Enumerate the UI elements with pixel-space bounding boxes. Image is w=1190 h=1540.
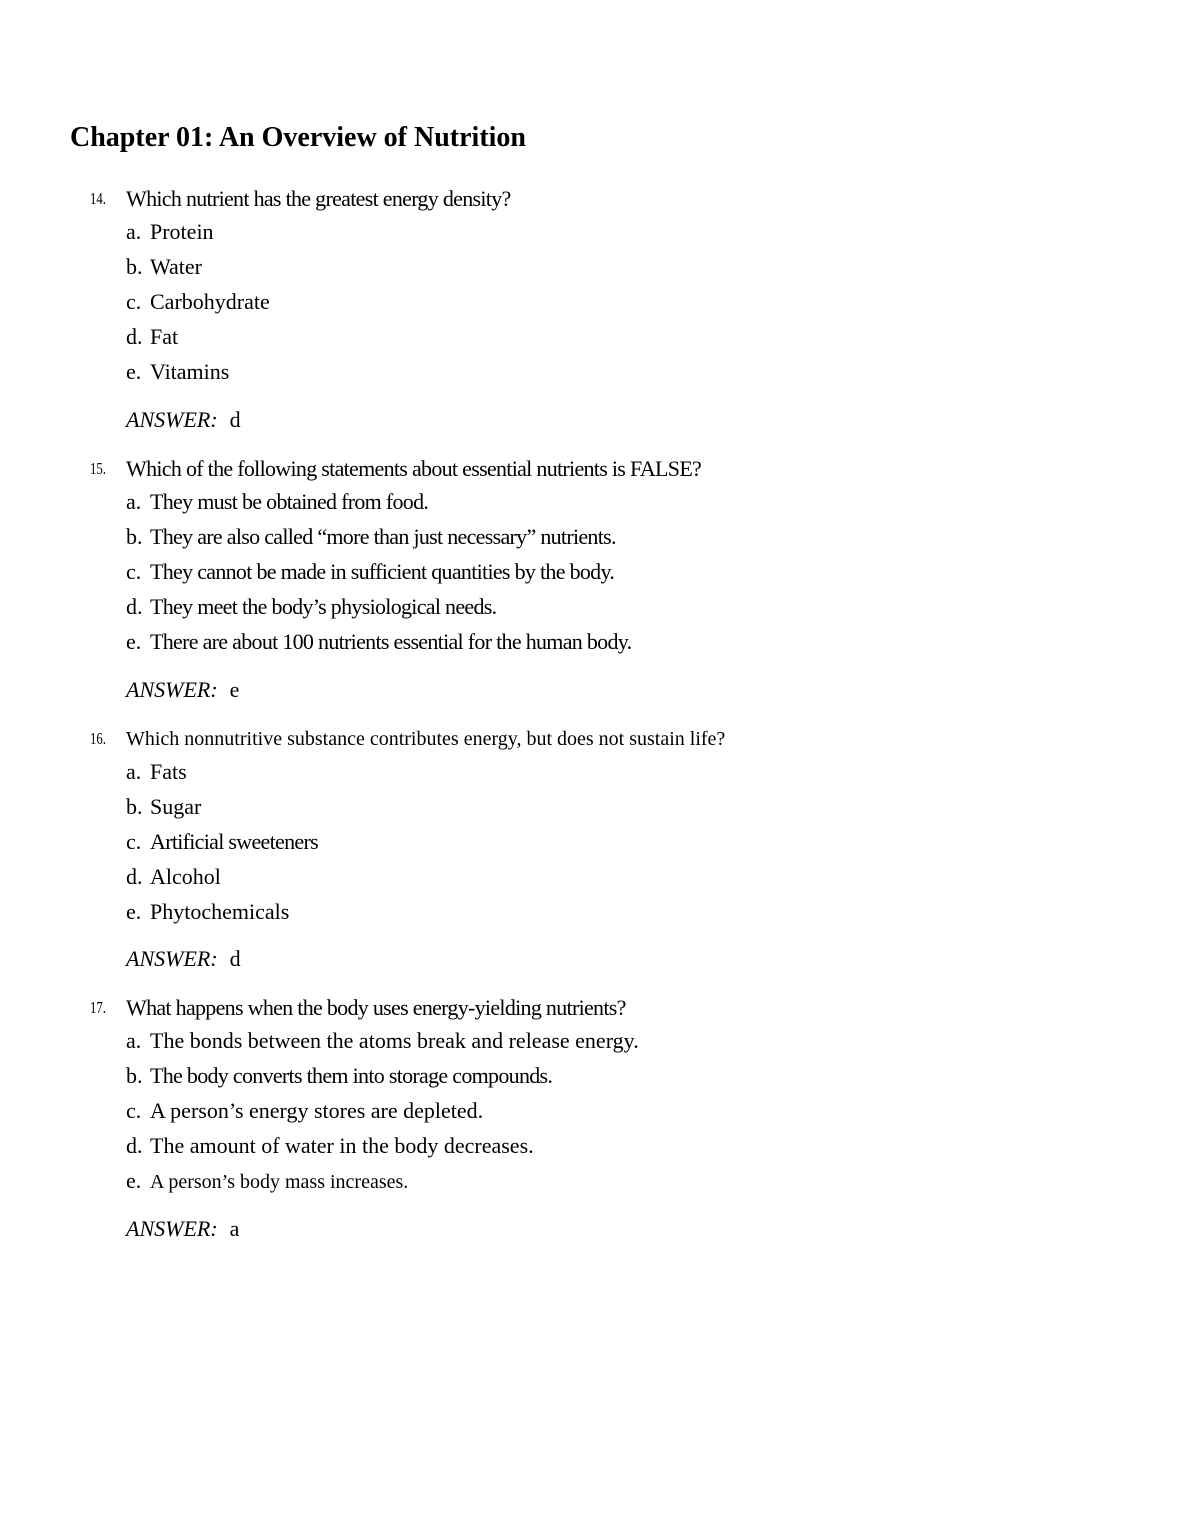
option-letter: b. (126, 254, 143, 279)
option-text: Carbohydrate (150, 289, 270, 314)
option-letter: e. (126, 1168, 142, 1193)
option-text: Water (150, 254, 202, 279)
option-letter: d. (126, 594, 143, 619)
option-list (126, 759, 318, 934)
option-item (126, 219, 270, 254)
answer-value: d (229, 407, 241, 432)
option-letter: b. (126, 794, 143, 819)
option-item (126, 359, 270, 394)
answer-line (126, 946, 241, 972)
option-text: Phytochemicals (150, 899, 290, 924)
answer-line (126, 407, 241, 433)
question-text: Which of the following statements about essential nutrients is FALSE? (126, 456, 702, 481)
option-letter: a. (126, 759, 142, 784)
question-text: What happens when the body uses energy-yielding nutrients? (126, 995, 626, 1020)
option-letter: d. (126, 324, 143, 349)
option-item (126, 1168, 639, 1203)
option-text: They meet the body’s physiological needs. (150, 594, 497, 619)
option-item (126, 899, 318, 934)
option-text: They cannot be made in sufficient quantities by the body. (150, 559, 615, 584)
option-letter: d. (126, 864, 143, 889)
option-item (126, 289, 270, 324)
option-letter: a. (126, 1028, 142, 1053)
option-item (126, 254, 270, 289)
option-item (126, 489, 631, 524)
option-text: Fats (150, 759, 187, 784)
option-text: They must be obtained from food. (150, 489, 429, 514)
option-item (126, 864, 318, 899)
answer-value: d (229, 946, 241, 971)
option-text: Fat (150, 324, 179, 349)
option-text: A person’s body mass increases. (150, 1171, 409, 1193)
question-number: 17. (90, 998, 106, 1017)
option-list (126, 1028, 639, 1203)
question-text: Which nutrient has the greatest energy density? (126, 186, 511, 211)
answer-label: ANSWER: (126, 407, 218, 432)
option-letter: d. (126, 1133, 143, 1158)
answer-line (126, 677, 239, 703)
option-list (126, 489, 631, 664)
option-item (126, 759, 318, 794)
option-item (126, 1133, 639, 1168)
question-number: 16. (90, 729, 106, 748)
option-text: There are about 100 nutrients essential for the human body. (150, 629, 632, 654)
question-number: 15. (90, 459, 106, 478)
answer-label: ANSWER: (126, 946, 218, 971)
option-letter: c. (126, 829, 142, 854)
option-text: The bonds between the atoms break and release energy. (150, 1028, 639, 1053)
option-letter: b. (126, 524, 143, 549)
option-item (126, 594, 631, 629)
option-item (126, 324, 270, 359)
option-text: Vitamins (150, 359, 230, 384)
option-letter: c. (126, 1098, 142, 1123)
option-letter: a. (126, 219, 142, 244)
option-letter: c. (126, 289, 142, 314)
option-item (126, 559, 631, 594)
option-letter: e. (126, 899, 142, 924)
option-text: Alcohol (150, 864, 221, 889)
option-item (126, 1063, 639, 1098)
option-letter: b. (126, 1063, 143, 1088)
answer-value: e (229, 677, 240, 702)
option-text: A person’s energy stores are depleted. (150, 1098, 484, 1123)
chapter-title: Chapter 01: An Overview of Nutrition (70, 122, 526, 153)
option-text: Sugar (150, 794, 202, 819)
option-text: Artificial sweeteners (150, 829, 318, 854)
answer-label: ANSWER: (126, 677, 218, 702)
option-letter: c. (126, 559, 142, 584)
option-letter: a. (126, 489, 142, 514)
option-list (126, 219, 270, 394)
answer-label: ANSWER: (126, 1216, 218, 1241)
question-text: Which nonnutritive substance contributes energy, but does not sustain life? (126, 728, 726, 750)
option-text: Protein (150, 219, 214, 244)
option-item (126, 794, 318, 829)
option-letter: e. (126, 629, 142, 654)
option-item (126, 1028, 639, 1063)
option-text: The body converts them into storage compounds. (150, 1063, 553, 1088)
option-text: The amount of water in the body decreases. (150, 1133, 534, 1158)
option-item (126, 629, 631, 664)
option-letter: e. (126, 359, 142, 384)
question-number: 14. (90, 189, 106, 208)
answer-value: a (229, 1216, 240, 1241)
option-item (126, 524, 631, 559)
option-text: They are also called “more than just necessary” nutrients. (150, 524, 616, 549)
option-item (126, 829, 318, 864)
option-item (126, 1098, 639, 1133)
answer-line (126, 1216, 239, 1242)
